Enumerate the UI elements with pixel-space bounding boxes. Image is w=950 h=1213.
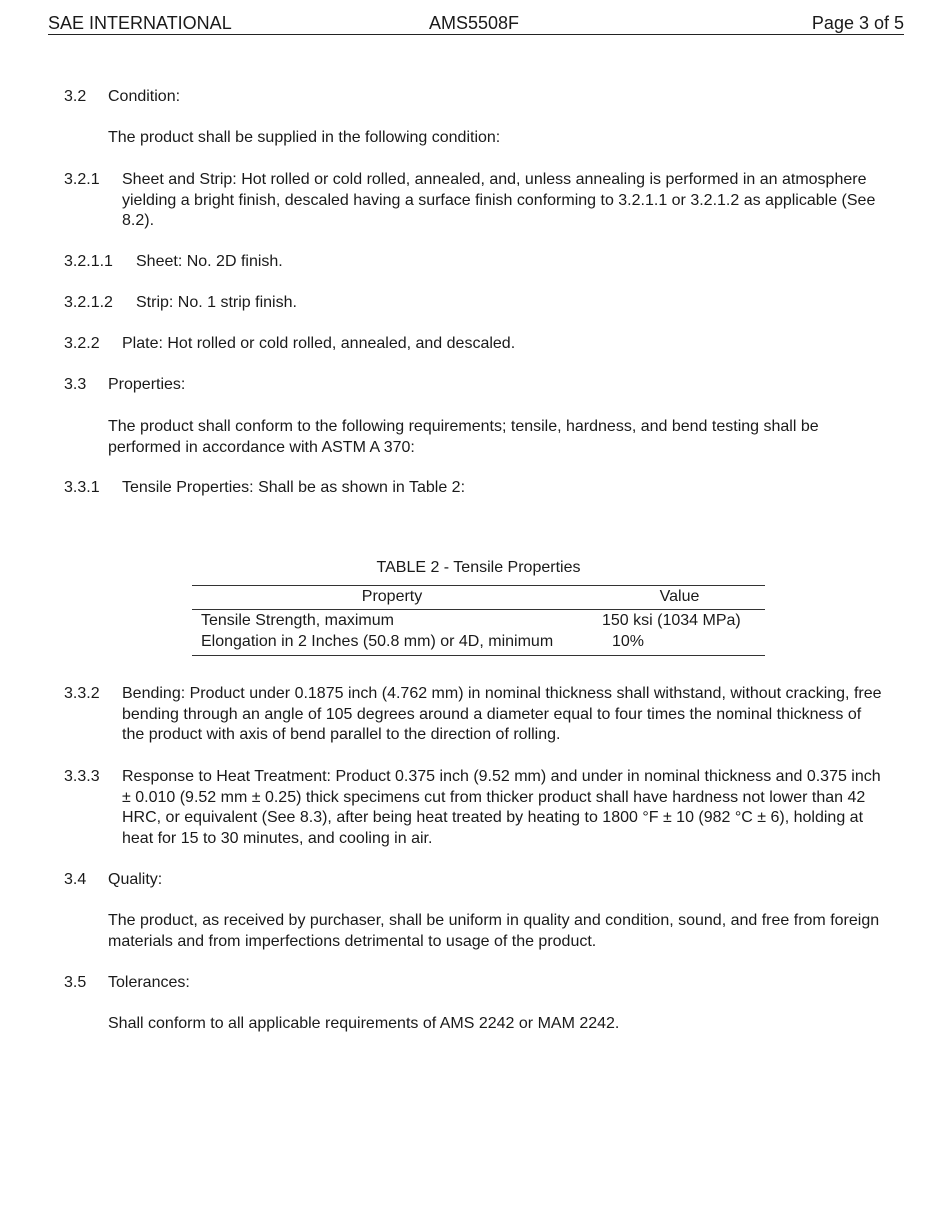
section-3-2-1-text: Sheet and Strip: Hot rolled or cold rolled, annealed, and, unless annealing is performed in an atmosphere yielding a bright finish, descaled having a surface finish conforming to 3.2.1.1 or 3.2.1.2 as applicable (See 8.2).	[122, 171, 876, 229]
header-page-number: Page 3 of 5	[811, 13, 904, 33]
header-doc-id: AMS5508F	[429, 13, 520, 33]
section-3-3-1-number: 3.3.1	[64, 479, 100, 496]
section-3-3-body: The product shall conform to the following requirements; tensile, hardness, and bend testing shall be performed in accordance with ASTM A 370:	[108, 418, 819, 456]
header-org: SAE INTERNATIONAL	[48, 13, 232, 33]
table-row	[192, 610, 765, 631]
table-2-caption: TABLE 2 - Tensile Properties	[376, 559, 581, 576]
section-3-3-2-text: Bending: Product under 0.1875 inch (4.762 mm) in nominal thickness shall withstand, without cracking, free bending through an angle of 105 degrees around a diameter equal to four times the nominal thickness of the product with axis of bend parallel to the direction of rolling.	[122, 685, 882, 743]
section-3-3-number: 3.3	[64, 376, 87, 393]
column-header-property: Property	[361, 588, 423, 605]
section-3-3-2-number: 3.3.2	[64, 685, 100, 702]
section-3-2-2-number: 3.2.2	[64, 335, 100, 352]
section-3-3-3-number: 3.3.3	[64, 768, 100, 785]
section-3-2-1-2-number: 3.2.1.2	[64, 294, 113, 311]
section-3-4-title: Quality:	[108, 871, 163, 888]
page-header	[48, 12, 904, 35]
section-3-2-title: Condition:	[108, 88, 181, 105]
section-3-2-1-1-text: Sheet: No. 2D finish.	[136, 253, 283, 270]
section-3-5-number: 3.5	[64, 974, 87, 991]
section-3-2-body: The product shall be supplied in the following condition:	[108, 129, 501, 146]
section-3-2-2-text: Plate: Hot rolled or cold rolled, annealed, and descaled.	[122, 335, 516, 352]
column-header-value: Value	[659, 588, 700, 605]
section-3-2-1-2-text: Strip: No. 1 strip finish.	[136, 294, 297, 311]
section-3-3-3-text: Response to Heat Treatment: Product 0.375 inch (9.52 mm) and under in nominal thickness and 0.375 inch ± 0.010 (9.52 mm ± 0.25) thick specimens cut from thicker product shall have hardness not lower than 42 HRC, or equivalent (See 8.3), after being heat treated by heating to 1800 °F ± 10 (982 °C ± 6), holding at heat for 15 to 30 minutes, and cooling in air.	[122, 768, 881, 847]
table-cell-property: Tensile Strength, maximum	[201, 612, 394, 629]
table-cell-value: 10%	[612, 633, 645, 650]
section-3-2-number: 3.2	[64, 88, 87, 105]
section-3-5-body: Shall conform to all applicable requirements of AMS 2242 or MAM 2242.	[108, 1015, 620, 1032]
section-3-5-title: Tolerances:	[108, 974, 190, 991]
section-3-4-number: 3.4	[64, 871, 87, 888]
section-3-4-body: The product, as received by purchaser, shall be uniform in quality and condition, sound, and free from foreign materials and from imperfections detrimental to usage of the product.	[108, 912, 880, 950]
section-3-2-1-1-number: 3.2.1.1	[64, 253, 113, 270]
section-3-2-1-number: 3.2.1	[64, 171, 100, 188]
table-cell-value: 150 ksi (1034 MPa)	[602, 612, 741, 629]
table-row	[192, 631, 765, 652]
tensile-properties-table	[192, 585, 765, 656]
section-3-3-title: Properties:	[108, 376, 186, 393]
table-header-row	[192, 586, 765, 610]
section-3-3-1-text: Tensile Properties: Shall be as shown in Table 2:	[122, 479, 466, 496]
table-cell-property: Elongation in 2 Inches (50.8 mm) or 4D, minimum	[201, 633, 554, 650]
